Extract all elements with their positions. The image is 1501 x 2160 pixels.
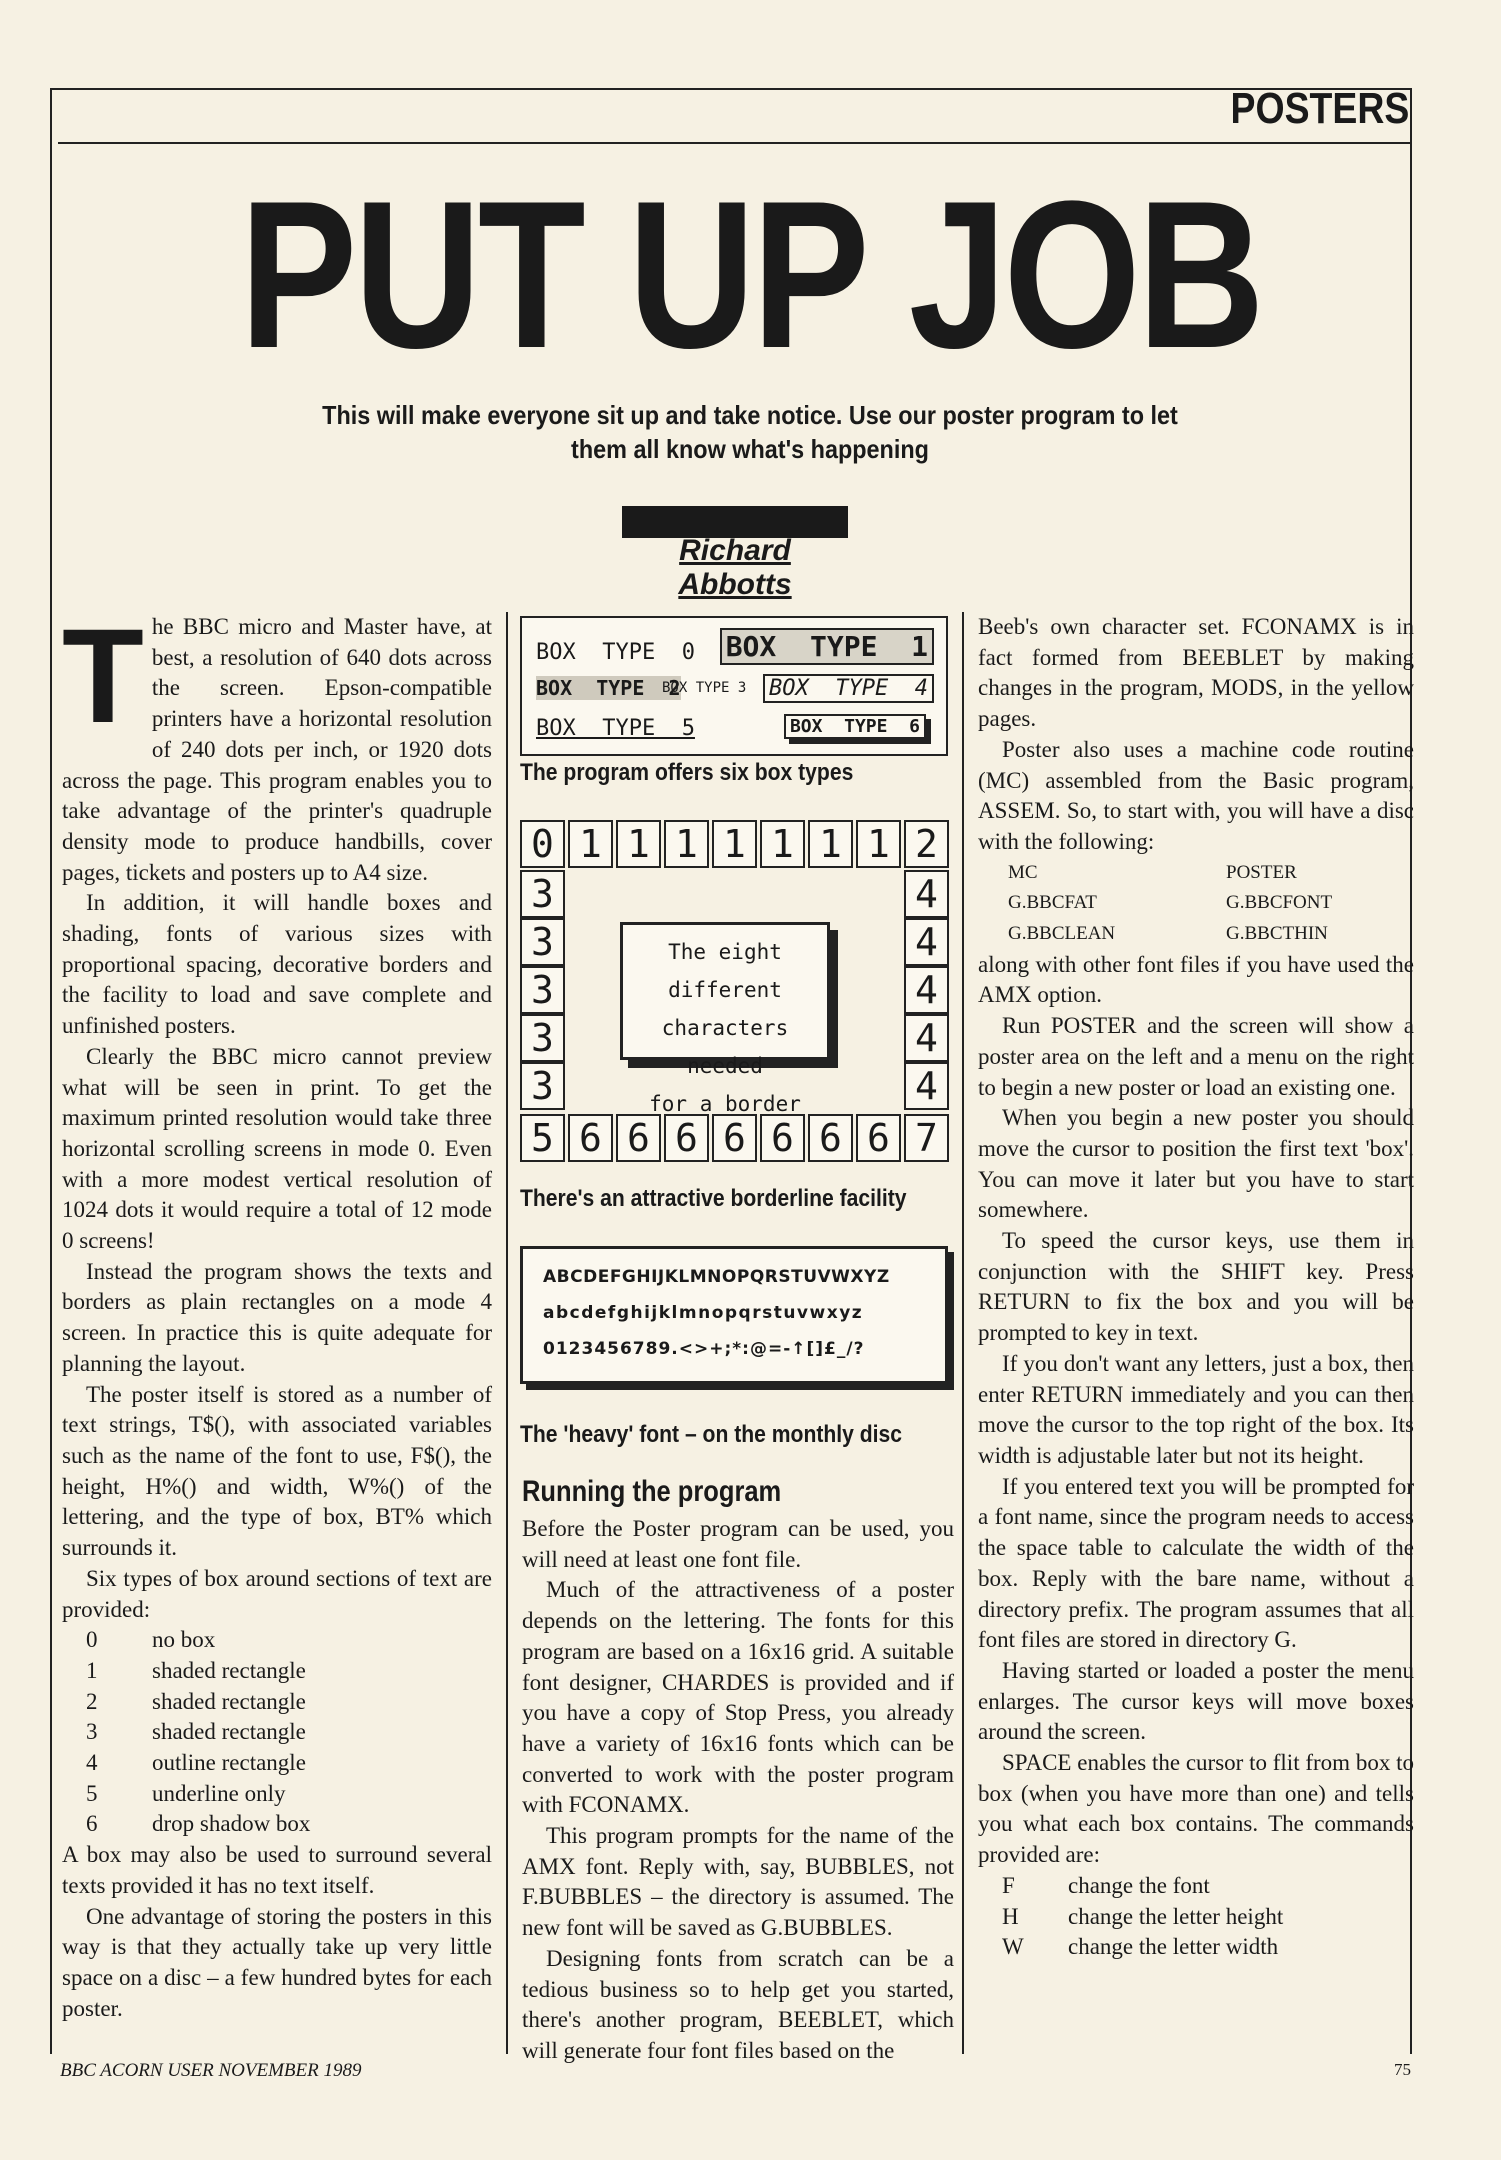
border-char-cell: 6 [568,1114,613,1162]
list-item: 3 shaded rectangle [86,1719,306,1745]
drop-cap: T [62,602,144,751]
column-2 [522,1468,954,2067]
border-char-cell: 6 [664,1114,709,1162]
paragraph: Six types of box around sections of text are provided: [62,1565,492,1622]
paragraph: Before the Poster program can be used, you will need at least one font file. [522,1516,954,1572]
font-sample-line: 0123456789.<>+;*:@=-↑[]£_/? [543,1339,865,1359]
border-char-cell: 7 [904,1114,949,1162]
paragraph: SPACE enables the cursor to flit from box to box (when you have more than one) and tells you what each box contains. The commands provided are: [978,1750,1414,1868]
paragraph: Poster also uses a machine code routine (MC) assembled from the Basic program, ASSEM. So, to start with, you will have a disc with the following: [978,736,1414,854]
headline: PUT UP JOB [239,157,1262,392]
border-char-cell: 6 [808,1114,853,1162]
list-item: H change the letter height [1002,1903,1284,1929]
border-char-cell: 1 [616,820,661,868]
border-char-cell: 3 [520,1062,565,1110]
paragraph: If you don't want any letters, just a box, then enter RETURN immediately and you can then move the cursor to the top right of the box. Its width is adjustable later but not its height. [978,1350,1414,1468]
border-char-cell: 2 [904,820,949,868]
list-item: 4 outline rectangle [86,1750,306,1776]
paragraph: Having started or loaded a poster the menu enlarges. The cursor keys will move boxes around the screen. [978,1657,1414,1745]
border-char-cell: 4 [904,918,949,966]
inner-line: characters needed [661,1016,789,1078]
border-char-cell: 5 [520,1114,565,1162]
border-char-cell: 1 [664,820,709,868]
border-char-cell: 6 [616,1114,661,1162]
column-3 [978,612,1414,1963]
column-rule-1 [506,612,508,2054]
border-char-cell: 6 [760,1114,805,1162]
border-char-cell: 4 [904,966,949,1014]
top-rule [50,88,1412,90]
border-char-cell: 1 [808,820,853,868]
box-type-3: BOX TYPE 3 [662,680,747,696]
section-tag: POSTERS [1230,84,1409,133]
command-list [978,1871,1414,1963]
paragraph: Designing fonts from scratch can be a tedious business so to help get you started, there's another program, BEEBLET, which will generate four font files based on the [522,1945,954,2063]
font-sample-line: ABCDEFGHIJKLMNOPQRSTUVWXYZ [543,1267,890,1287]
column-1 [62,602,492,2024]
paragraph: If you entered text you will be prompted for a font name, since the program needs to access the space table to calculate the width of the box. Reply with the bare name, without a directory prefix. The program assumes that all font files are stored in directory G. [978,1473,1414,1653]
box-type-5: BOX TYPE 5 [536,716,695,741]
border-char-cell: 3 [520,1014,565,1062]
figure-caption: The 'heavy' font – on the monthly disc [520,1421,903,1448]
standfirst: This will make everyone sit up and take notice. Use our poster program to let them all know what's happening [322,400,1178,464]
paragraph: One advantage of storing the posters in this way is that they actually take up very little space on a disc – a few hundred bytes for each poster. [62,1903,492,2021]
box-type-1: BOX TYPE 1 [720,628,934,665]
header-underline [58,142,1412,144]
inner-line: The eight different [668,940,782,1002]
byline: Richard Abbotts [678,534,792,601]
list-item: F change the font [1002,1872,1210,1898]
inner-box [620,922,830,1116]
box-type-0: BOX TYPE 0 [536,640,695,665]
paragraph: The poster itself is stored as a number of text strings, T$(), with associated variables such as the name of the font to use, F$(), the height, H%() and width, W%() of the lettering, and the type of box, BT% which surrounds it. [62,1381,492,1561]
list-item: 5 underline only [86,1780,286,1806]
paragraph: Clearly the BBC micro cannot preview what will be seen in print. To get the maximum printed resolution would take three horizontal scrolling screens in mode 0. Even with a more modest vertical resolution of 1024 dots it would require a total of 12 mode 0 screens! [62,1043,492,1254]
border-char-cell: 6 [856,1114,901,1162]
list-item: W change the letter width [1002,1934,1279,1960]
paragraph: he BBC micro and Master have, at best, a resolution of 640 dots across the screen. Epson-compatible printers have a horizontal resolution of 240 dots per inch, or 1920 dots across the page. This program enables you to take advantage of the printer's quadruple density mode to produce handbills, cover pages, tickets and posters up to A4 size. [62,614,492,885]
border-char-cell: 0 [520,820,565,868]
border-char-cell: 3 [520,870,565,918]
border-figure [520,820,950,1176]
font-sample-line: abcdefghijklmnopqrstuvwxyz [543,1303,864,1323]
paragraph: along with other font files if you have used the AMX option. [978,951,1414,1008]
box-type-2: BOX TYPE 2 [536,676,681,700]
list-item: 6 drop shadow box [86,1811,311,1837]
paragraph: Much of the attractiveness of a poster depends on the lettering. The fonts for this program are based on a 16x16 grid. A suitable font designer, CHARDES is provided and if you have a copy of Stop Press, you already have a variety of 16x16 fonts which can be converted to work with the poster program with FCONAMX. [522,1577,954,1818]
box-type-6: BOX TYPE 6 [784,714,926,739]
box-type-4: BOX TYPE 4 [763,674,934,703]
file-row: G.BBCFAT G.BBCFONT [1008,892,1333,914]
list-item: 0 no box [86,1627,216,1653]
border-char-cell: 1 [568,820,613,868]
paragraph: Run POSTER and the screen will show a poster area on the left and a menu on the right to begin a new poster or load an existing one. [978,1013,1414,1100]
box-types-figure [520,616,948,756]
border-char-cell: 1 [856,820,901,868]
border-char-cell: 3 [520,918,565,966]
paragraph: To speed the cursor keys, use them in conjunction with the SHIFT key. Press RETURN to fix the box and you will be prompted to key in text. [978,1228,1414,1346]
page-number: 75 [1394,2060,1411,2079]
paragraph: Beeb's own character set. FCONAMX is in fact formed from BEEBLET by making changes in the program, MODS, in the yellow pages. [978,614,1414,732]
paragraph: A box may also be used to surround several texts provided it has no text itself. [62,1842,492,1898]
column-rule-2 [962,612,964,2054]
list-item: 1 shaded rectangle [86,1657,306,1683]
box-type-list [62,1625,492,1840]
figure-caption: There's an attractive borderline facility [520,1185,907,1212]
font-sample-figure [520,1246,948,1384]
figure-caption: The program offers six box types [520,759,854,786]
border-char-cell: 1 [712,820,757,868]
file-row: G.BBCLEAN G.BBCTHIN [1008,923,1328,945]
paragraph: When you begin a new poster you should move the cursor to position the first text 'box'. You can move it later but you have to start somewhere. [978,1105,1414,1223]
paragraph: Instead the program shows the texts and borders as plain rectangles on a mode 4 screen. In practice this is quite adequate for planning the layout. [62,1258,492,1376]
border-char-cell: 4 [904,1014,949,1062]
subhead: Running the program [522,1475,782,1508]
border-char-cell: 3 [520,966,565,1014]
list-item: 2 shaded rectangle [86,1688,306,1714]
paragraph: In addition, it will handle boxes and shading, fonts of various sizes with proportional spacing, decorative borders and the facility to load and save complete and unfinished posters. [62,890,492,1039]
inner-line: for a border [649,1092,801,1116]
border-char-cell: 4 [904,870,949,918]
border-char-cell: 4 [904,1062,949,1110]
border-char-cell: 1 [760,820,805,868]
border-char-cell: 6 [712,1114,757,1162]
paragraph: This program prompts for the name of the AMX font. Reply with, say, BUBBLES, not F.BUBBLES – the directory is assumed. The new font will be saved as G.BUBBLES. [522,1823,954,1941]
footer-publication: BBC ACORN USER NOVEMBER 1989 [60,2060,362,2081]
file-row: MC POSTER [1008,861,1297,883]
left-frame-rule [50,88,52,2054]
